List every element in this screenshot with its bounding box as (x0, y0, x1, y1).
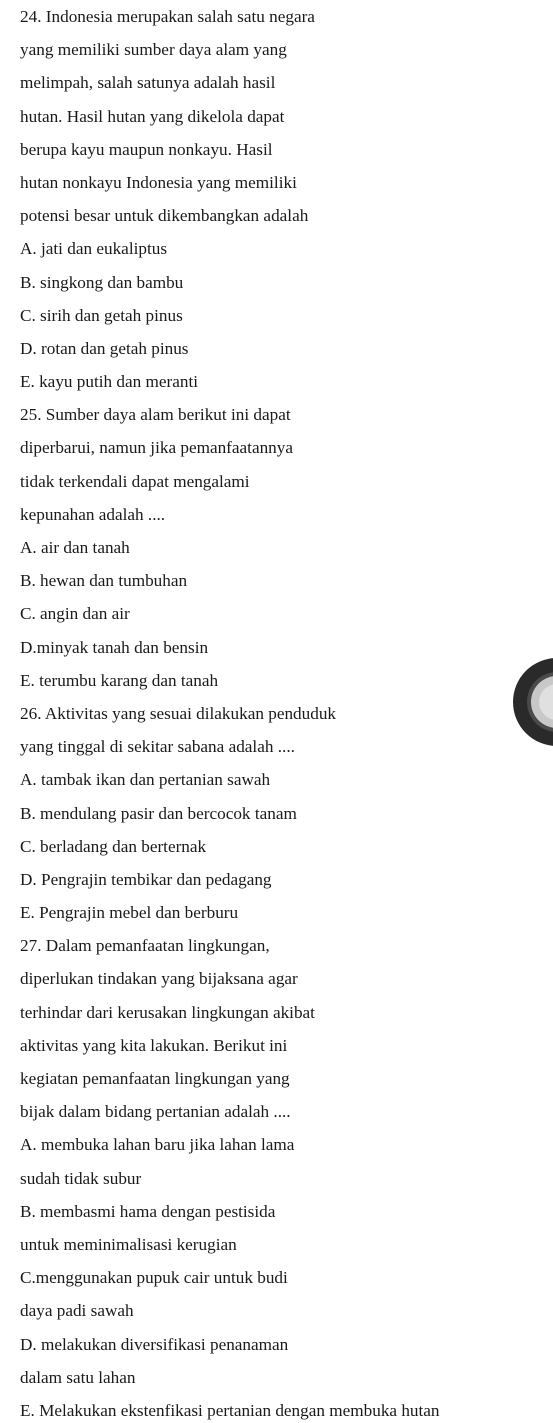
question-24-stem-line: 24. Indonesia merupakan salah satu negara (20, 7, 315, 26)
question-25-stem-line: diperbarui, namun jika pemanfaatannya (20, 438, 293, 458)
question-24-option-a: A. jati dan eukaliptus (20, 239, 168, 259)
question-24-option-d: D. rotan dan getah pinus (20, 338, 189, 358)
question-27-option-b-cont: untuk meminimalisasi kerugian (20, 1234, 237, 1254)
question-27-stem-line: kegiatan pemanfaatan lingkungan yang (20, 1069, 290, 1088)
question-24-stem-line: berupa kayu maupun nonkayu. Hasil (20, 139, 273, 159)
question-27-option-b: B. membasmi hama dengan pestisida (20, 1201, 276, 1221)
question-26-stem-line: 26. Aktivitas yang sesuai dilakukan penduduk (20, 703, 337, 723)
question-27-option-c: C.menggunakan pupuk cair untuk budi (20, 1268, 288, 1288)
question-27-stem-line: diperlukan tindakan yang bijaksana agar (20, 969, 298, 989)
question-26 (20, 701, 550, 933)
question-27-option-a-cont: sudah tidak subur (20, 1168, 142, 1188)
document-body (20, 4, 550, 1423)
question-27-option-d-cont: dalam satu lahan (20, 1367, 136, 1387)
question-27-stem-line: bijak dalam bidang pertanian adalah .... (20, 1102, 291, 1122)
question-27-option-c-cont: daya padi sawah (20, 1301, 134, 1321)
question-26-option-d: D. Pengrajin tembikar dan pedagang (20, 869, 272, 889)
floating-circle-button[interactable] (507, 656, 553, 748)
question-27-option-e: E. Melakukan ekstenfikasi pertanian dengan membuka hutan (20, 1400, 440, 1420)
question-25-option-d: D.minyak tanah dan bensin (20, 637, 209, 657)
question-24-option-e: E. kayu putih dan meranti (20, 372, 199, 392)
question-26-option-e: E. Pengrajin mebel dan berburu (20, 903, 239, 923)
question-25-stem-line: 25. Sumber daya alam berikut ini dapat (20, 405, 291, 425)
question-27-option-d: D. melakukan diversifikasi penanaman (20, 1334, 289, 1354)
question-25-option-e: E. terumbu karang dan tanah (20, 670, 219, 690)
question-27-option-a: A. membuka lahan baru jika lahan lama (20, 1135, 295, 1155)
question-24-stem-line: hutan nonkayu Indonesia yang memiliki (20, 172, 297, 192)
question-26-option-c: C. berladang dan berternak (20, 836, 207, 856)
question-25 (20, 402, 550, 701)
question-27-stem-line: terhindar dari kerusakan lingkungan akibat (20, 1002, 315, 1022)
question-27-stem-line: 27. Dalam pemanfaatan lingkungan, (20, 936, 270, 956)
question-24-stem-line: potensi besar untuk dikembangkan adalah (20, 206, 309, 226)
question-25-option-c: C. angin dan air (20, 604, 130, 624)
question-25-option-a: A. air dan tanah (20, 538, 130, 557)
question-25-stem-line: tidak terkendali dapat mengalami (20, 471, 250, 491)
question-24-option-b: B. singkong dan bambu (20, 272, 184, 292)
question-24-stem-line: yang memiliki sumber daya alam yang (20, 40, 287, 60)
question-25-option-b: B. hewan dan tumbuhan (20, 571, 188, 591)
question-26-option-a: A. tambak ikan dan pertanian sawah (20, 770, 271, 790)
question-27 (20, 933, 550, 1423)
question-24-option-c: C. sirih dan getah pinus (20, 305, 183, 325)
question-24 (20, 4, 550, 402)
question-24-stem-line: hutan. Hasil hutan yang dikelola dapat (20, 106, 285, 126)
question-26-option-b: B. mendulang pasir dan bercocok tanam (20, 803, 297, 823)
circle-button-icon (507, 656, 553, 748)
question-26-stem-line: yang tinggal di sekitar sabana adalah .... (20, 737, 295, 757)
question-25-stem-line: kepunahan adalah .... (20, 504, 166, 524)
question-27-stem-line: aktivitas yang kita lakukan. Berikut ini (20, 1035, 288, 1055)
question-24-stem-line: melimpah, salah satunya adalah hasil (20, 73, 276, 93)
